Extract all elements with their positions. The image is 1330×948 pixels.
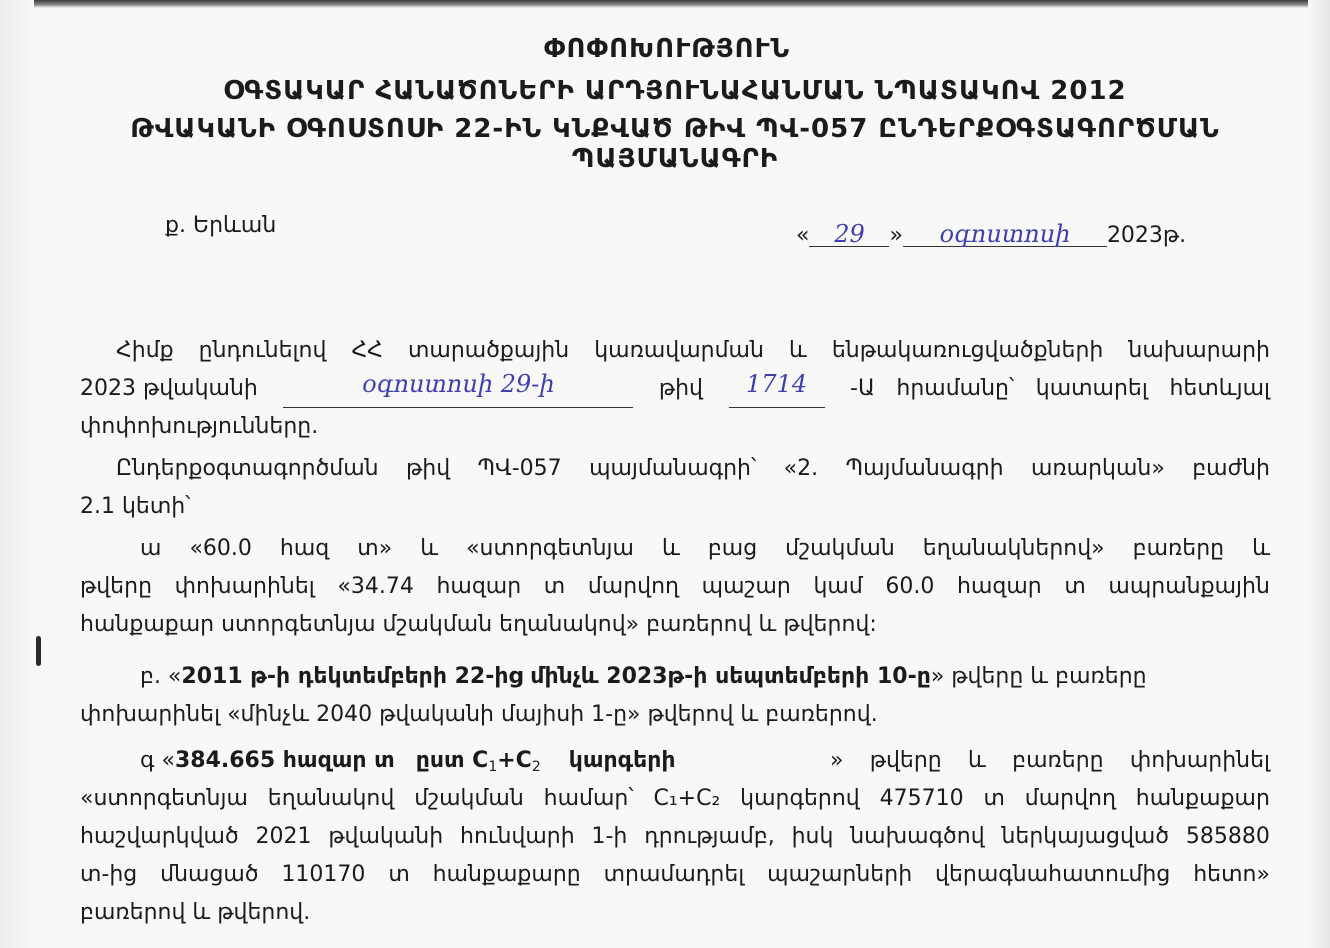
item-a-line2-word: տ (543, 574, 566, 599)
para1-line1-word: նախարարի (1128, 338, 1270, 363)
item-g-line3-words (80, 818, 1270, 856)
item-a-line1-word: և (1252, 536, 1270, 561)
title-line-4: ՊԱՅՄԱՆԱԳՐԻ (571, 144, 779, 174)
para2-line1 (80, 450, 1270, 488)
item-a-line2-words (80, 568, 1270, 606)
para1-line1 (80, 332, 1270, 370)
handwritten-month: օգոստոսի (903, 222, 1107, 247)
item-a-line3: հանքաքար ստորգետնյա մշակման եղանակով» բառերով և թվերով: (80, 612, 877, 637)
date-line (796, 222, 1186, 248)
item-g-line3-word: իսկ (791, 824, 834, 849)
item-g-line2-word: տ (983, 786, 1005, 811)
para2-line1-word: ՊՎ-057 (477, 456, 562, 481)
item-a-line2-word: փոխարինել (174, 574, 315, 599)
para1-line2-mid: թիվ (658, 376, 703, 401)
item-g-line5: բառերով և թվերով. (80, 900, 311, 925)
item-g-line3-word: դրությամբ, (644, 824, 775, 849)
para1-line2-suffix (850, 370, 1270, 408)
para1-line2-words (80, 370, 1270, 408)
scan-edge-top (0, 0, 1330, 8)
para1-line1-word: տարածքային (407, 338, 570, 363)
item-a-line2-word: «34.74 (337, 574, 414, 599)
item-g-line3-word: նախագծով (850, 824, 985, 849)
item-g-line4-word: տրամադրել (603, 862, 745, 887)
item-a-line1-word: բաց (707, 536, 758, 561)
title-line-2: ՕԳՏԱԿԱՐ ՀԱՆԱԾՈՆԵՐԻ ԱՐԴՅՈՒՆԱՀԱՆՄԱՆ ՆՊԱՏԱԿՈՎ 2012 (223, 76, 1127, 106)
item-g-line2-word: մշակման (414, 786, 524, 811)
item-g-line1-word: և (968, 748, 986, 773)
para2-line1-word: բաժնի (1192, 456, 1270, 481)
item-g-line4-word: տ-ից (80, 862, 138, 887)
item-g-line2-word: մարվող (1024, 786, 1116, 811)
item-g-line4-word: վերագնահատումից (935, 862, 1171, 887)
item-a-line1-word: հազ (279, 536, 330, 561)
item-g-line2-word: համար՝ (543, 786, 634, 811)
item-g-line4-words (80, 856, 1270, 894)
item-g-line3-word: ներկայացված (1001, 824, 1170, 849)
item-g-line1-word: բառերը (1012, 748, 1104, 773)
item-g-line3-word: թվականի (328, 824, 444, 849)
item-a-line1-word: և (661, 536, 680, 561)
item-g-line3-word: 2021 (255, 824, 312, 849)
close-quote: » (889, 223, 903, 248)
item-g-line2-word: «ստորգետնյա (80, 786, 248, 811)
para1-line2-word: հետևյալ (1169, 376, 1270, 401)
item-g-bold-part3: +C (497, 748, 532, 773)
item-g-line2-word: C₁+C₂ (653, 786, 721, 811)
item-a-line2-word: մարվող (587, 574, 680, 599)
item-g-line2-word: հանքաքար (1135, 786, 1270, 811)
para1-line1-word: կառավարման (594, 338, 764, 363)
item-g-line4-word: պաշարների (767, 862, 913, 887)
para1-line1-word: և (788, 338, 807, 363)
city-label: ք. Երևան (165, 213, 277, 238)
para2-line1-word: պայմանագրի՝ (589, 456, 757, 481)
item-b-suffix: » թվերը և բառերը (930, 664, 1147, 689)
para1-line2-word: հրամանը՝ (896, 376, 1015, 401)
para1-line2-prefix: 2023 թվականի (80, 376, 258, 401)
handwritten-order-date: օգոստոսի 29-ի (283, 370, 633, 408)
item-a-line2 (80, 568, 1270, 606)
item-g-line4-word: մնացած (160, 862, 259, 887)
item-g-bold-part4: կարգերի (568, 748, 676, 773)
item-a-line1-words (140, 530, 1270, 568)
paragraph-basis (80, 332, 1270, 446)
item-g-line1-word: փոխարինել (1129, 748, 1270, 773)
item-g-line3-word: հունվարի (460, 824, 575, 849)
item-g-line3-word: 585880 (1185, 824, 1270, 849)
item-a-line2-word: տ (1064, 574, 1086, 599)
item-a (80, 530, 1270, 644)
handwritten-order-number: 1714 (729, 370, 825, 408)
title-line-1: ՓՈՓՈԽՈՒԹՅՈՒՆ (543, 34, 791, 64)
paragraph-contract-ref (80, 450, 1270, 526)
item-g (80, 742, 1270, 932)
item-g-line1-word: » (830, 748, 844, 773)
item-g-line3-word: 1-ի (591, 824, 628, 849)
item-a-line1-word: «60.0 (189, 536, 252, 561)
item-g-line2 (80, 780, 1270, 818)
title-line-3: ԹՎԱԿԱՆԻ ՕԳՈՍՏՈՍԻ 22-ԻՆ ԿՆՔՎԱԾ ԹԻՎ ՊՎ-057 ԸՆԴԵՐՔՕԳՏԱԳՈՐԾՄԱՆ (130, 114, 1220, 144)
item-a-line1 (80, 530, 1270, 568)
item-g-line4 (80, 856, 1270, 894)
item-g-line4-word: հանքաքարը (432, 862, 581, 887)
scan-edge-right (1308, 0, 1330, 948)
para2-line1-word: «2. (783, 456, 819, 481)
item-b-line1 (80, 658, 1270, 696)
scan-edge-left (0, 0, 34, 948)
para2-line2: 2.1 կետի՝ (80, 494, 191, 519)
item-a-line1-word: մշակման (785, 536, 895, 561)
para2-line1-words (116, 450, 1270, 488)
item-a-line2-word: կամ (813, 574, 863, 599)
item-g-bold-part1: 384.665 հազար տ (174, 748, 395, 773)
item-g-line2-words (80, 780, 1270, 818)
para1-line1-word: ՀՀ (351, 338, 383, 363)
para2-line1-word: Պայմանագրի (845, 456, 1004, 481)
para1-line2-word: կատարել (1035, 376, 1148, 401)
item-g-line2-word: կարգերով (740, 786, 860, 811)
item-a-line2-word: հազար (436, 574, 522, 599)
item-g-line2-word: եղանակով (267, 786, 395, 811)
para1-line1-words (116, 332, 1270, 370)
item-a-line1-word: բառերը (1132, 536, 1225, 561)
para2-line1-word: Ընդերքօգտագործման (116, 456, 379, 481)
item-g-sub1: 1 (488, 759, 498, 775)
item-g-line3-word: հաշվարկված (80, 824, 239, 849)
para1-line3: փոփոխությունները. (80, 414, 319, 439)
item-g-line1 (80, 742, 1270, 780)
item-g-line4-word: 110170 (281, 862, 366, 887)
para1-line1-word: ենթակառուցվածքների (831, 338, 1104, 363)
para2-line1-word: թիվ (406, 456, 451, 481)
item-g-line2-word: 475710 (879, 786, 964, 811)
open-quote: « (796, 223, 810, 248)
item-g-prefix: գ « (140, 748, 175, 773)
para1-line1-word: ընդունելով (198, 338, 327, 363)
date-year: 2023թ. (1106, 223, 1187, 248)
handwritten-day: 29 (809, 222, 889, 247)
para1-line2-word: -Ա (850, 376, 875, 401)
item-g-line3 (80, 818, 1270, 856)
item-a-line1-word: ա (140, 536, 162, 561)
item-a-line2-word: թվերը (80, 574, 153, 599)
item-a-line2-word: հազար (957, 574, 1042, 599)
item-b-prefix: բ. « (140, 664, 182, 689)
item-a-line2-word: 60.0 (885, 574, 935, 599)
item-a-line1-word: «ստորգետնյա (466, 536, 634, 561)
item-a-line2-word: ապրանքային (1108, 574, 1270, 599)
item-g-line4-word: տ (388, 862, 410, 887)
item-a-line1-word: և (420, 536, 439, 561)
item-g-sub2: 2 (531, 759, 541, 775)
item-g-line1-word: թվերը (869, 748, 942, 773)
item-b-line2: փոխարինել «մինչև 2040 թվականի մայիսի 1-ը» թվերով և բառերով. (80, 702, 878, 727)
item-g-bold-part2: ըստ C (415, 748, 489, 773)
item-b (80, 658, 1270, 734)
para1-line2 (80, 370, 1270, 408)
para2-line1-word: առարկան» (1030, 456, 1165, 481)
item-b-bold-text: 2011 թ-ի դեկտեմբերի 22-ից մինչև 2023թ-ի սեպտեմբերի 10-ը (181, 664, 931, 689)
item-a-line1-word: եղանակներով» (922, 536, 1105, 561)
item-a-line1-word: տ» (357, 536, 393, 561)
item-a-line2-word: պաշար (701, 574, 791, 599)
scan-speck (36, 636, 41, 666)
item-g-line4-word: հետո» (1193, 862, 1270, 887)
para1-line1-word: Հիմք (116, 338, 174, 363)
